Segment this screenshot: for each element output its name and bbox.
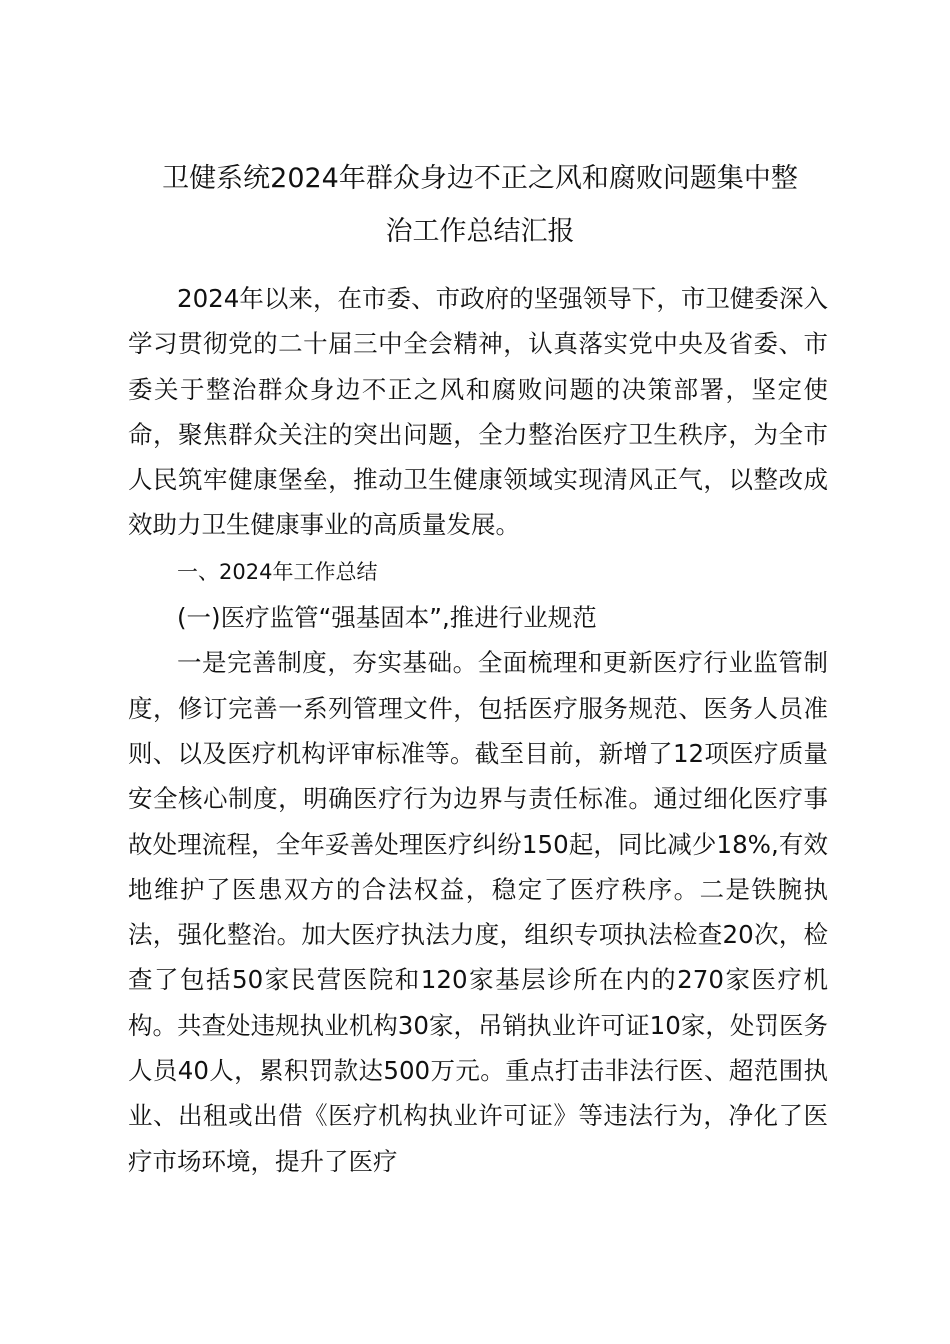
body-paragraph: 一是完善制度，夯实基础。全面梳理和更新医疗行业监管制度，修订完善一系列管理文件，包括医疗服务规范、医务人员准则、以及医疗机构评审标准等。截至目前，新增了12项医疗质量安全核心制度，明确医疗行为边界与责任标准。通过细化医疗事故处理流程，全年妥善处理医疗纠纷150起，同比减少18%,有效地维护了医患双方的合法权益，稳定了医疗秩序。二是铁腕执法，强化整治。加大医疗执法力度，组织专项执法检查20次，检查了包括50家民营医院和120家基层诊所在内的270家医疗机构。共查处违规执业机构30家，吊销执业许可证10家，处罚医务人员40人，累积罚款达500万元。重点打击非法行医、超范围执业、出租或出借《医疗机构执业许可证》等违法行为，净化了医疗市场环境，提升了医疗 <box>128 648 828 1176</box>
subsection-heading: (一)医疗监管“强基固本”,推进行业规范 <box>177 603 597 633</box>
section-heading: 一、2024年工作总结 <box>177 559 378 584</box>
document-body <box>128 276 828 1184</box>
document-title <box>110 152 850 258</box>
intro-paragraph: 2024年以来，在市委、市政府的坚强领导下，市卫健委深入学习贯彻党的二十届三中全会精神，认真落实党中央及省委、市委关于整治群众身边不正之风和腐败问题的决策部署，坚定使命，聚焦群众关注的突出问题，全力整治医疗卫生秩序，为全市人民筑牢健康堡垒，推动卫生健康领域实现清风正气，以整改成效助力卫生健康事业的高质量发展。 <box>128 284 828 540</box>
title-line-1: 卫健系统2024年群众身边不正之风和腐败问题集中整 <box>162 163 798 194</box>
title-line-2: 治工作总结汇报 <box>385 216 575 247</box>
